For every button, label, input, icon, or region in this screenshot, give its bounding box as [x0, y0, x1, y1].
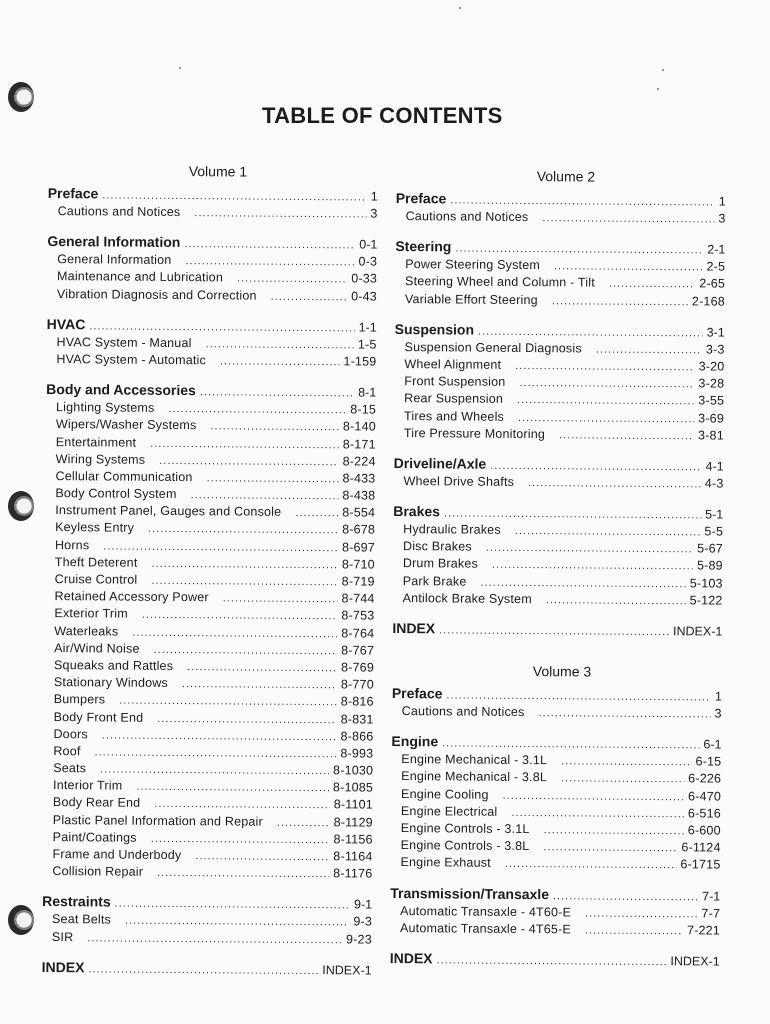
dot-leader	[94, 744, 336, 763]
entry-page: 8-769	[340, 660, 375, 675]
entry-page: 8-140	[342, 419, 376, 434]
toc-section-heading[interactable]	[47, 232, 377, 254]
dot-leader	[585, 922, 683, 940]
entry-page: 8-1085	[332, 780, 374, 795]
toc-section-body-and-accessories	[42, 380, 376, 883]
entry-label: Wheel Alignment	[404, 357, 502, 372]
entry-page: 8-866	[340, 729, 374, 744]
entry-label: Keyless Entry	[55, 520, 135, 536]
toc-section-heading[interactable]	[396, 189, 726, 211]
dot-leader	[277, 814, 330, 832]
toc-entry[interactable]	[393, 473, 723, 493]
toc-section-heading[interactable]	[392, 619, 722, 641]
entry-label: Engine Controls - 3.1L	[400, 820, 530, 837]
entry-page: 8-1129	[333, 814, 373, 830]
toc-entry[interactable]	[394, 425, 724, 445]
entry-page: 6-1715	[680, 857, 721, 872]
dot-leader	[271, 288, 348, 306]
toc-entry[interactable]	[396, 208, 726, 228]
entry-page: 8-1176	[333, 866, 373, 881]
entry-page: 8-15	[350, 402, 377, 417]
section-title: INDEX	[392, 619, 436, 637]
entry-label: Cautions and Notices	[57, 204, 181, 220]
entry-label: Air/Wind Noise	[54, 640, 140, 656]
binder-hole-middle	[8, 491, 34, 521]
toc-section-transmission-transaxle	[390, 883, 720, 939]
toc-section-driveline-axle	[393, 454, 723, 493]
dot-leader	[200, 383, 354, 403]
entry-label: General Information	[57, 252, 172, 268]
section-title: Restraints	[42, 893, 111, 910]
entry-label: Suspension General Diagnosis	[404, 339, 582, 356]
dot-leader	[559, 427, 694, 445]
section-title: Preface	[395, 189, 447, 207]
dot-leader	[157, 710, 336, 729]
entry-label: Theft Deterent	[54, 554, 138, 570]
toc-entry[interactable]	[46, 351, 376, 371]
toc-section-heading[interactable]	[47, 315, 377, 337]
entry-page: 8-816	[340, 694, 374, 709]
toc-entry[interactable]	[390, 920, 720, 940]
dot-leader	[519, 375, 694, 394]
entry-page: 6-470	[688, 788, 722, 804]
entry-page: 3-81	[698, 428, 724, 443]
toc-section-heading[interactable]	[394, 454, 724, 476]
section-page: 2-1	[707, 242, 726, 257]
dot-leader	[100, 761, 329, 780]
toc-entry[interactable]	[44, 708, 374, 728]
entry-label: Body Rear End	[52, 795, 141, 811]
entry-label: Retained Accessory Power	[54, 589, 209, 605]
dot-leader	[195, 848, 329, 866]
entry-page: 6-1124	[681, 840, 721, 855]
toc-section-steering	[395, 237, 726, 310]
entry-page: 8-697	[341, 539, 376, 555]
entry-label: Exterior Trim	[54, 606, 128, 622]
dot-leader	[439, 621, 669, 642]
toc-entry[interactable]	[393, 590, 723, 610]
toc-entry[interactable]	[48, 203, 378, 223]
section-page: 9-1	[354, 897, 373, 912]
section-page: 8-1	[358, 385, 377, 400]
section-page: INDEX-1	[322, 962, 372, 978]
dot-leader	[154, 642, 338, 661]
toc-section-index	[390, 949, 720, 971]
dot-leader	[538, 705, 710, 724]
entry-page: 8-764	[341, 625, 375, 641]
entry-page: 8-719	[341, 574, 375, 589]
toc-entry[interactable]	[45, 519, 375, 539]
section-page: 1-1	[358, 320, 377, 335]
section-page: INDEX-1	[672, 624, 723, 639]
entry-page: 6-516	[687, 806, 721, 821]
entry-page: 3-20	[698, 359, 725, 374]
entry-label: Paint/Coatings	[52, 829, 137, 845]
entry-page: 9-3	[353, 914, 373, 929]
entry-page: 3	[718, 211, 726, 226]
toc-entry[interactable]	[47, 286, 377, 306]
entry-label: Frame and Underbody	[52, 847, 182, 863]
section-page: 3-1	[706, 325, 725, 340]
dot-leader	[295, 505, 338, 523]
toc-section-heading[interactable]	[395, 320, 725, 342]
entry-page: 5-103	[689, 575, 723, 591]
entry-label: Body Control System	[55, 486, 177, 502]
entry-page: 7-7	[701, 905, 721, 921]
dot-leader	[543, 839, 677, 857]
entry-label: Engine Mechanical - 3.1L	[401, 752, 548, 768]
entry-page: 8-554	[342, 505, 376, 520]
section-title: Suspension	[394, 320, 475, 338]
entry-label: Cautions and Notices	[405, 209, 529, 225]
entry-label: Engine Controls - 3.8L	[400, 838, 530, 854]
section-title: Steering	[395, 238, 452, 255]
entry-page: 8-1156	[333, 832, 373, 847]
entry-page: 8-767	[341, 643, 375, 658]
entry-label: Stationary Windows	[53, 675, 169, 691]
toc-section-heading[interactable]	[391, 732, 721, 754]
dot-leader	[87, 930, 342, 949]
toc-section-hvac	[46, 315, 376, 371]
toc-section-heading[interactable]	[393, 502, 723, 524]
entry-label: Wheel Drive Shafts	[403, 473, 515, 489]
entry-page: 5-89	[696, 558, 723, 574]
entry-page: 8-171	[342, 436, 376, 452]
section-title: General Information	[47, 233, 181, 251]
entry-label: Body Front End	[53, 709, 144, 725]
section-page: 1	[370, 189, 378, 204]
dot-leader	[194, 205, 366, 224]
dot-leader	[150, 435, 339, 454]
toc-section-heading[interactable]	[42, 892, 372, 914]
toc-section-heading[interactable]	[390, 883, 720, 905]
dot-leader	[142, 607, 338, 626]
entry-page: 3-55	[698, 393, 725, 408]
entry-page: 6-15	[695, 754, 722, 769]
entry-label: Engine Electrical	[400, 803, 498, 819]
entry-page: 8-993	[340, 746, 374, 761]
entry-page: 8-438	[342, 488, 376, 503]
toc-section-heading[interactable]	[42, 958, 372, 980]
dot-leader	[132, 624, 337, 643]
scan-speck	[662, 69, 664, 71]
section-title: Preface	[47, 184, 99, 202]
section-page: 6-1	[703, 737, 722, 752]
volume-3-title: Volume 3	[532, 663, 592, 680]
entry-label: Front Suspension	[404, 374, 506, 389]
volume-1-title: Volume 1	[188, 163, 248, 180]
entry-label: Cruise Control	[54, 572, 138, 587]
section-title: Transmission/Transaxle	[390, 884, 550, 902]
entry-label: Vibration Diagnosis and Correction	[56, 286, 257, 303]
dot-leader	[505, 856, 677, 875]
dot-leader	[561, 754, 691, 772]
entry-label: Cellular Communication	[55, 468, 193, 485]
entry-label: Maintenance and Lubrication	[57, 269, 224, 285]
entry-page: 3-28	[698, 376, 725, 391]
volume-2-sections	[392, 189, 726, 641]
entry-page: 2-65	[699, 276, 726, 291]
entry-page: 8-1101	[333, 797, 373, 813]
entry-page: 1-159	[343, 354, 377, 369]
entry-page: 5-67	[697, 541, 724, 556]
entry-page: 1-5	[357, 337, 377, 352]
dot-leader	[223, 591, 338, 609]
section-page: 0-1	[359, 237, 378, 252]
entry-page: 0-43	[351, 288, 377, 304]
entry-label: Instrument Panel, Gauges and Console	[55, 503, 282, 520]
entry-label: Entertainment	[55, 434, 137, 450]
entry-page: 7-221	[686, 922, 721, 938]
volume-2-3-column	[390, 165, 726, 982]
toc-entry[interactable]	[395, 291, 725, 311]
dot-leader	[585, 905, 698, 923]
binder-hole-bottom	[8, 905, 34, 935]
toc-entry[interactable]	[390, 854, 720, 874]
entry-page: 2-168	[691, 293, 725, 309]
dot-leader	[88, 960, 318, 981]
entry-label: Collision Repair	[52, 864, 144, 879]
entry-label: Disc Brakes	[402, 539, 472, 554]
scan-speck	[459, 7, 461, 9]
entry-label: Squeaks and Rattles	[53, 658, 174, 673]
entry-label: Drum Brakes	[402, 556, 479, 572]
toc-section-heading[interactable]	[392, 684, 722, 706]
dot-leader	[543, 822, 683, 840]
page-title: TABLE OF CONTENTS	[262, 103, 503, 128]
entry-page: 6-600	[687, 823, 721, 838]
entry-page: 0-3	[358, 254, 378, 269]
entry-label: Seats	[53, 761, 87, 776]
section-title: Engine	[391, 733, 439, 750]
dot-leader	[436, 951, 666, 972]
volume-1-column	[41, 160, 377, 991]
toc-entry[interactable]	[42, 911, 372, 931]
section-title: INDEX	[389, 949, 433, 967]
dot-leader	[119, 693, 337, 712]
volume-1-sections	[42, 184, 378, 979]
entry-page: 8-753	[341, 608, 375, 623]
toc-section-heading[interactable]	[395, 237, 725, 259]
toc-section-restraints	[42, 892, 372, 948]
dot-leader	[542, 210, 714, 229]
entry-label: Interior Trim	[53, 778, 123, 793]
section-page: 1	[714, 689, 722, 704]
entry-page: 8-831	[340, 711, 374, 727]
entry-label: Variable Effort Steering	[404, 291, 538, 307]
entry-label: Park Brake	[402, 573, 467, 589]
dot-leader	[187, 659, 337, 677]
toc-section-suspension	[394, 320, 725, 445]
entry-page: 5-122	[689, 593, 723, 608]
entry-label: Engine Mechanical - 3.8L	[401, 769, 548, 785]
entry-page: 0-33	[351, 271, 378, 286]
entry-label: Hydraulic Brakes	[403, 522, 501, 537]
toc-entry[interactable]	[42, 863, 372, 883]
entry-label: Steering Wheel and Column - Tilt	[405, 274, 595, 290]
entry-label: Waterleaks	[54, 623, 119, 639]
entry-label: Seat Belts	[51, 912, 112, 927]
toc-section-general-information	[47, 232, 378, 305]
dot-leader	[490, 457, 701, 478]
section-title: Body and Accessories	[46, 381, 196, 399]
entry-page: 3-3	[705, 342, 725, 357]
dot-leader	[609, 276, 695, 294]
scan-speck	[179, 67, 181, 69]
toc-section-index	[42, 958, 372, 980]
dot-leader	[182, 676, 337, 694]
dot-leader	[553, 887, 698, 907]
entry-page: 2-5	[706, 259, 726, 274]
dot-leader	[210, 419, 339, 437]
dot-leader	[206, 336, 354, 354]
dot-leader	[528, 475, 701, 494]
entry-page: 8-770	[340, 677, 374, 692]
toc-entry[interactable]	[42, 929, 372, 949]
entry-label: HVAC System - Automatic	[56, 352, 207, 368]
entry-label: Lighting Systems	[56, 400, 155, 415]
entry-page: 9-23	[346, 931, 372, 947]
toc-entry[interactable]	[392, 703, 722, 723]
toc-section-index	[392, 619, 722, 641]
section-page: 5-1	[705, 507, 724, 522]
entry-label: Rear Suspension	[404, 391, 504, 407]
toc-section-engine	[390, 732, 721, 874]
entry-page: 8-224	[342, 454, 376, 469]
section-title: Preface	[391, 684, 443, 702]
entry-label: Horns	[54, 537, 90, 552]
dot-leader	[552, 293, 688, 311]
dot-leader	[103, 538, 338, 557]
toc-section-preface	[396, 189, 726, 228]
entry-label: Automatic Transaxle - 4T65-E	[399, 920, 572, 937]
entry-page: 8-744	[341, 591, 375, 606]
section-page: 7-1	[702, 888, 721, 904]
volume-3-sections	[390, 684, 722, 970]
dot-leader	[546, 592, 686, 610]
entry-page: 3	[714, 706, 722, 721]
entry-label: Wipers/Washer Systems	[55, 417, 197, 433]
toc-section-heading[interactable]	[390, 949, 720, 971]
toc-section-brakes	[393, 502, 724, 610]
dot-leader	[102, 727, 337, 746]
entry-label: Plastic Panel Information and Repair	[52, 812, 263, 829]
entry-label: Bumpers	[53, 692, 106, 707]
entry-label: Doors	[53, 726, 88, 742]
toc-section-heading[interactable]	[48, 184, 378, 206]
section-page: 4-1	[705, 459, 724, 474]
dot-leader	[517, 392, 694, 411]
entry-label: SIR	[51, 929, 74, 944]
entry-page: 5-5	[704, 524, 724, 539]
entry-label: Engine Cooling	[401, 786, 489, 802]
dot-leader	[515, 523, 701, 542]
entry-page: 4-3	[704, 476, 724, 491]
toc-section-heading[interactable]	[46, 380, 376, 402]
section-page: 1	[718, 194, 726, 209]
entry-label: HVAC System - Manual	[56, 334, 192, 350]
section-title: Brakes	[393, 503, 441, 520]
entry-label: Antilock Brake System	[402, 590, 532, 606]
section-title: HVAC	[46, 315, 86, 333]
entry-label: Tires and Wheels	[403, 408, 505, 424]
dot-leader	[503, 787, 685, 806]
dot-leader	[511, 805, 684, 824]
dot-leader	[486, 540, 693, 559]
entry-page: 3-69	[698, 410, 725, 426]
entry-page: 8-1030	[333, 763, 374, 778]
volume-2-title: Volume 2	[536, 168, 596, 185]
dot-leader	[220, 353, 340, 371]
dot-leader	[151, 556, 337, 575]
dot-leader	[561, 771, 684, 789]
dot-leader	[492, 557, 693, 576]
entry-label: Automatic Transaxle - 4T60-E	[400, 903, 572, 919]
entry-label: Roof	[53, 743, 81, 759]
dot-leader	[148, 521, 338, 540]
dot-leader	[136, 779, 329, 798]
section-page: INDEX-1	[670, 954, 720, 969]
entry-label: Power Steering System	[405, 257, 541, 273]
entry-label: Wiring Systems	[55, 451, 146, 467]
toc-section-preface	[48, 184, 378, 223]
scan-speck	[657, 88, 659, 90]
section-title: Driveline/Axle	[393, 454, 487, 472]
dot-leader	[596, 341, 702, 359]
section-title: INDEX	[41, 958, 85, 976]
dot-leader	[157, 865, 329, 884]
binder-hole-top	[8, 82, 34, 112]
entry-page: 6-226	[688, 771, 722, 786]
toc-section-preface	[392, 684, 722, 723]
entry-label: Cautions and Notices	[401, 704, 525, 720]
entry-page: 3	[370, 206, 378, 221]
entry-page: 8-1164	[333, 849, 373, 864]
dot-leader	[515, 358, 694, 377]
dot-leader	[125, 913, 349, 932]
entry-label: Engine Exhaust	[400, 855, 491, 871]
entry-page: 8-678	[342, 522, 376, 538]
entry-label: Tire Pressure Monitoring	[403, 425, 546, 441]
entry-page: 8-433	[342, 471, 376, 486]
entry-page: 8-710	[341, 557, 375, 572]
dot-leader	[207, 470, 339, 488]
